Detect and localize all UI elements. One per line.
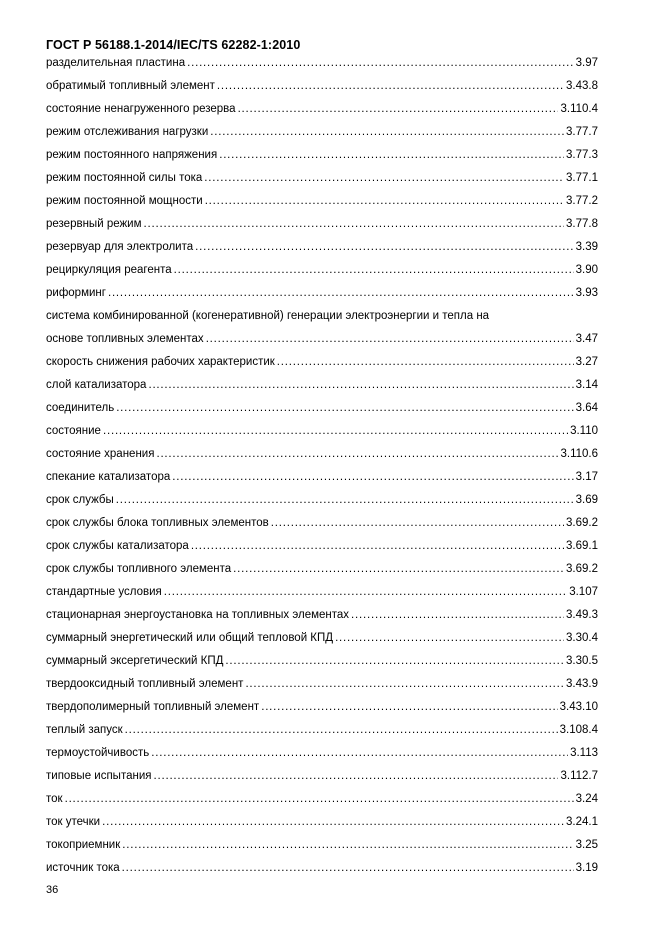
index-term: твердополимерный топливный элемент xyxy=(46,701,260,713)
dot-leader xyxy=(204,170,564,186)
index-entry-row xyxy=(46,699,598,715)
index-entry xyxy=(46,446,598,469)
index-reference: 3.110.6 xyxy=(560,448,598,460)
index-reference: 3.43.10 xyxy=(559,701,598,713)
index-entry xyxy=(46,285,598,308)
index-entry-row xyxy=(46,722,598,738)
dot-leader xyxy=(277,354,574,370)
index-entry-row xyxy=(46,653,598,669)
index-entry-row xyxy=(46,400,598,416)
index-reference: 3.69.1 xyxy=(566,540,598,552)
dot-leader xyxy=(116,492,574,508)
dot-leader xyxy=(164,584,567,600)
index-reference: 3.77.7 xyxy=(566,126,598,138)
index-entry-row xyxy=(46,423,598,439)
dot-leader xyxy=(144,216,565,232)
index-entry xyxy=(46,400,598,423)
index-term: стационарная энергоустановка на топливных элементах xyxy=(46,609,350,621)
index-reference: 3.17 xyxy=(575,471,598,483)
dot-leader xyxy=(271,515,564,531)
index-entry xyxy=(46,101,598,124)
dot-leader xyxy=(65,791,574,807)
index-entry-row xyxy=(46,515,598,531)
dot-leader xyxy=(187,55,574,71)
index-term: слой катализатора xyxy=(46,379,147,391)
index-term: токоприемник xyxy=(46,839,121,851)
index-term: термоустойчивость xyxy=(46,747,150,759)
index-term: ток утечки xyxy=(46,816,101,828)
index-reference: 3.43.8 xyxy=(566,80,598,92)
index-entry xyxy=(46,653,598,676)
index-entry xyxy=(46,722,598,745)
index-reference: 3.49.3 xyxy=(566,609,598,621)
dot-leader xyxy=(122,837,573,853)
index-list xyxy=(46,55,598,883)
dot-leader xyxy=(122,860,574,876)
index-entry xyxy=(46,837,598,860)
dot-leader xyxy=(210,124,564,140)
index-entry xyxy=(46,308,598,354)
dot-leader xyxy=(116,400,573,416)
index-entry xyxy=(46,469,598,492)
index-entry-row xyxy=(46,538,598,554)
index-term: скорость снижения рабочих характеристик xyxy=(46,356,275,368)
index-entry-row xyxy=(46,170,598,186)
document-header: ГОСТ Р 56188.1-2014/IEC/TS 62282-1:2010 xyxy=(46,38,301,52)
index-entry xyxy=(46,262,598,285)
index-reference: 3.30.4 xyxy=(566,632,598,644)
index-term: состояние ненагруженного резерва xyxy=(46,103,236,115)
index-reference: 3.77.1 xyxy=(566,172,598,184)
index-entry-row xyxy=(46,584,598,600)
index-entry xyxy=(46,193,598,216)
index-term: рециркуляция реагента xyxy=(46,264,172,276)
index-reference: 3.27 xyxy=(575,356,598,368)
index-reference: 3.47 xyxy=(575,333,598,345)
index-reference: 3.39 xyxy=(575,241,598,253)
index-entry-row xyxy=(46,55,598,71)
index-entry-row xyxy=(46,607,598,623)
index-entry xyxy=(46,745,598,768)
dot-leader xyxy=(335,630,564,646)
index-entry xyxy=(46,561,598,584)
index-entry xyxy=(46,860,598,883)
index-entry-row xyxy=(46,814,598,830)
index-reference: 3.69.2 xyxy=(566,563,598,575)
index-entry-row xyxy=(46,262,598,278)
index-entry-row xyxy=(46,676,598,692)
index-entry xyxy=(46,492,598,515)
index-term: суммарный эксергетический КПД xyxy=(46,655,224,667)
index-entry xyxy=(46,607,598,630)
index-entry xyxy=(46,354,598,377)
index-entry xyxy=(46,768,598,791)
dot-leader xyxy=(238,101,559,117)
dot-leader xyxy=(225,653,564,669)
index-term: источник тока xyxy=(46,862,120,874)
index-term: срок службы топливного элемента xyxy=(46,563,232,575)
dot-leader xyxy=(172,469,573,485)
index-entry-row xyxy=(46,124,598,140)
index-reference: 3.90 xyxy=(575,264,598,276)
index-term: обратимый топливный элемент xyxy=(46,80,215,92)
index-reference: 3.24 xyxy=(575,793,598,805)
index-entry-row xyxy=(46,630,598,646)
index-entry-row xyxy=(46,239,598,255)
index-reference: 3.69.2 xyxy=(566,517,598,529)
dot-leader xyxy=(205,193,564,209)
index-term: резервный режим xyxy=(46,218,142,230)
index-entry-row xyxy=(46,469,598,485)
index-term: типовые испытания xyxy=(46,770,152,782)
index-term: состояние хранения xyxy=(46,448,155,460)
index-term: теплый запуск xyxy=(46,724,123,736)
index-reference: 3.110.4 xyxy=(560,103,598,115)
index-reference: 3.30.5 xyxy=(566,655,598,667)
index-reference: 3.25 xyxy=(575,839,598,851)
index-term: соединитель xyxy=(46,402,115,414)
index-term: основе топливных элементах xyxy=(46,333,204,345)
index-entry xyxy=(46,699,598,722)
index-entry-row xyxy=(46,331,598,347)
index-entry-row xyxy=(46,377,598,393)
index-entry xyxy=(46,676,598,699)
dot-leader xyxy=(245,676,564,692)
dot-leader xyxy=(102,814,564,830)
index-entry-row xyxy=(46,216,598,232)
index-reference: 3.93 xyxy=(575,287,598,299)
dot-leader xyxy=(151,745,568,761)
index-entry-row xyxy=(46,492,598,508)
index-entry xyxy=(46,170,598,193)
index-reference: 3.97 xyxy=(575,57,598,69)
dot-leader xyxy=(219,147,564,163)
index-term: твердооксидный топливный элемент xyxy=(46,678,244,690)
dot-leader xyxy=(108,285,574,301)
index-term: резервуар для электролита xyxy=(46,241,194,253)
index-entry xyxy=(46,147,598,170)
index-entry-row xyxy=(46,561,598,577)
index-reference: 3.14 xyxy=(575,379,598,391)
index-entry-row xyxy=(46,791,598,807)
index-entry-row xyxy=(46,193,598,209)
index-term: стандартные условия xyxy=(46,586,162,598)
index-reference: 3.24.1 xyxy=(566,816,598,828)
dot-leader xyxy=(233,561,564,577)
index-term: режим отслеживания нагрузки xyxy=(46,126,209,138)
index-reference: 3.110 xyxy=(570,425,598,437)
index-reference: 3.77.2 xyxy=(566,195,598,207)
index-entry xyxy=(46,216,598,239)
index-entry-row xyxy=(46,354,598,370)
index-entry-row xyxy=(46,101,598,117)
dot-leader xyxy=(125,722,558,738)
index-term: разделительная пластина xyxy=(46,57,186,69)
dot-leader xyxy=(217,78,564,94)
index-entry xyxy=(46,538,598,561)
index-entry xyxy=(46,78,598,101)
index-entry xyxy=(46,791,598,814)
index-term: режим постоянной силы тока xyxy=(46,172,203,184)
index-reference: 3.43.9 xyxy=(566,678,598,690)
index-reference: 3.69 xyxy=(575,494,598,506)
index-entry xyxy=(46,239,598,262)
index-entry xyxy=(46,584,598,607)
index-entry-row xyxy=(46,147,598,163)
dot-leader xyxy=(156,446,558,462)
index-reference: 3.112.7 xyxy=(560,770,598,782)
index-reference: 3.77.8 xyxy=(566,218,598,230)
index-term: режим постоянной мощности xyxy=(46,195,203,207)
index-entry-row xyxy=(46,446,598,462)
index-entry-row xyxy=(46,837,598,853)
index-reference: 3.64 xyxy=(575,402,598,414)
dot-leader xyxy=(148,377,573,393)
index-reference: 3.108.4 xyxy=(559,724,598,736)
index-entry-row xyxy=(46,860,598,876)
dot-leader xyxy=(195,239,573,255)
index-entry xyxy=(46,124,598,147)
index-term: ток xyxy=(46,793,63,805)
index-term: срок службы xyxy=(46,494,114,506)
index-term: спекание катализатора xyxy=(46,471,171,483)
dot-leader xyxy=(153,768,558,784)
index-term: риформинг xyxy=(46,287,106,299)
index-entry xyxy=(46,423,598,446)
index-entry xyxy=(46,55,598,78)
index-entry-row xyxy=(46,768,598,784)
page-number: 36 xyxy=(46,884,59,896)
index-entry xyxy=(46,630,598,653)
index-term-line1: система комбинированной (когенеративной) генерации электроэнергии и тепла на xyxy=(46,310,490,322)
index-reference: 3.113 xyxy=(570,747,598,759)
index-reference: 3.107 xyxy=(569,586,598,598)
index-entry xyxy=(46,814,598,837)
index-entry xyxy=(46,377,598,400)
index-reference: 3.19 xyxy=(575,862,598,874)
index-entry xyxy=(46,515,598,538)
index-term: срок службы катализатора xyxy=(46,540,189,552)
dot-leader xyxy=(261,699,557,715)
index-entry-row xyxy=(46,78,598,94)
dot-leader xyxy=(174,262,574,278)
index-entry-row xyxy=(46,285,598,301)
dot-leader xyxy=(103,423,568,439)
index-entry-row xyxy=(46,745,598,761)
index-term: режим постоянного напряжения xyxy=(46,149,218,161)
index-reference: 3.77.3 xyxy=(566,149,598,161)
index-term: состояние xyxy=(46,425,101,437)
index-term: суммарный энергетический или общий тепловой КПД xyxy=(46,632,334,644)
dot-leader xyxy=(351,607,564,623)
dot-leader xyxy=(206,331,574,347)
index-term: срок службы блока топливных элементов xyxy=(46,517,269,529)
dot-leader xyxy=(191,538,564,554)
